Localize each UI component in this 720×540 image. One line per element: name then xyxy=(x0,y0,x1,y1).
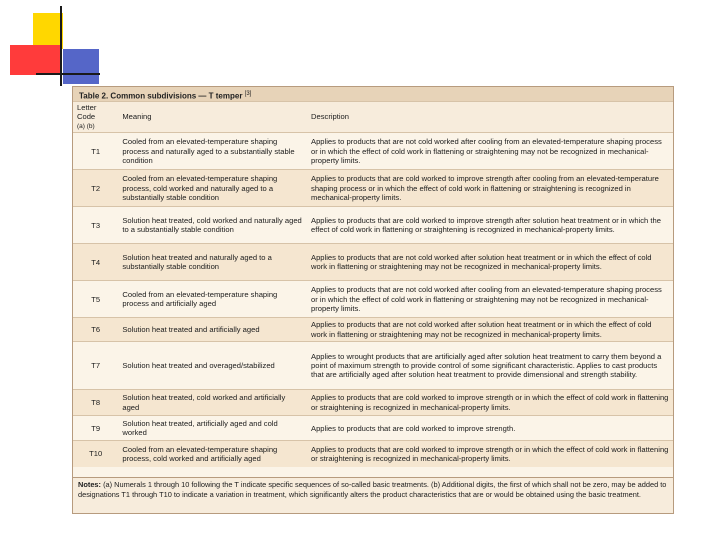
header-letter-code xyxy=(73,102,118,133)
decorative-yellow-square xyxy=(33,13,63,49)
row-code: T10 xyxy=(73,441,118,467)
table-title-bar xyxy=(73,87,673,101)
header-letter-code-label: Letter Code xyxy=(77,103,97,122)
row-code: T5 xyxy=(73,281,118,318)
decorative-blue-square xyxy=(63,49,99,84)
table-row xyxy=(73,342,673,390)
row-code: T9 xyxy=(73,416,118,441)
row-code: T1 xyxy=(73,133,118,170)
row-meaning: Solution heat treated, cold worked and artificially aged xyxy=(118,390,307,416)
row-code: T2 xyxy=(73,170,118,207)
row-description: Applies to products that are not cold worked after cooling from an elevated-temperature shaping process or in which the effect of cold work in flattening or straightening may not be recognized in mechanical-property limits. xyxy=(307,281,673,318)
row-meaning: Solution heat treated, cold worked and naturally aged to a substantially stable condition xyxy=(118,207,307,244)
table-row xyxy=(73,390,673,416)
header-letter-code-notes: (a) (b) xyxy=(77,122,95,130)
row-meaning: Cooled from an elevated-temperature shaping process, cold worked and naturally aged to a substantially stable condition xyxy=(118,170,307,207)
decorative-red-rectangle xyxy=(10,45,60,75)
notes-label: Notes: xyxy=(78,480,101,489)
row-meaning: Solution heat treated, artificially aged and cold worked xyxy=(118,416,307,441)
row-code: T4 xyxy=(73,244,118,281)
row-meaning: Solution heat treated and naturally aged to a substantially stable condition xyxy=(118,244,307,281)
table-row xyxy=(73,416,673,441)
row-meaning: Cooled from an elevated-temperature shaping process and naturally aged to a substantially stable condition xyxy=(118,133,307,170)
row-code: T8 xyxy=(73,390,118,416)
table-row xyxy=(73,207,673,244)
row-description: Applies to products that are not cold worked after solution heat treatment or in which the effect of cold work in flattening or straightening may not be recognized in mechanical-property limits. xyxy=(307,244,673,281)
row-description: Applies to products that are cold worked to improve strength or in which the effect of cold work in flattening or straightening is recognized in mechanical-property limits. xyxy=(307,390,673,416)
table-row xyxy=(73,441,673,467)
row-description: Applies to products that are not cold worked after solution heat treatment or in which the effect of cold work in flattening or straightening may not be recognized in mechanical-property limits. xyxy=(307,318,673,342)
table-title-reference: [3] xyxy=(244,91,252,97)
decorative-horizontal-line xyxy=(36,73,100,75)
row-description: Applies to products that are cold worked to improve strength after solution heat treatment or in which the effect of cold work in flattening or straightening is recognized in mechanical-property limits. xyxy=(307,207,673,244)
row-description: Applies to products that are not cold worked after cooling from an elevated-temperature shaping process or in which the effect of cold work in flattening or straightening may not be recognized in mechanical-property limits. xyxy=(307,133,673,170)
notes-text: (a) Numerals 1 through 10 following the T indicate specific sequences of so-called basic treatments. (b) Additional digits, the first of which shall not be zero, may be added to designations T1 through T10 to indicate a variation in treatment, which significantly alters the product characteristics that are or would be obtained using the basic treatment. xyxy=(78,480,667,499)
header-meaning: Meaning xyxy=(118,102,307,133)
table-notes xyxy=(73,477,673,513)
table-row xyxy=(73,281,673,318)
table-row xyxy=(73,244,673,281)
row-description: Applies to products that are cold worked to improve strength after cooling from an elevated-temperature shaping process or in which the effect of cold work in flattening or straightening is recognized in mechanical-property limits. xyxy=(307,170,673,207)
row-description: Applies to products that are cold worked to improve strength. xyxy=(307,416,673,441)
row-meaning: Solution heat treated and artificially aged xyxy=(118,318,307,342)
row-code: T3 xyxy=(73,207,118,244)
table-title: Table 2. Common subdivisions — T temper xyxy=(79,91,243,101)
table-header-row xyxy=(73,102,673,133)
header-description: Description xyxy=(307,102,673,133)
table-row xyxy=(73,318,673,342)
row-description: Applies to wrought products that are artificially aged after solution heat treatment to carry them beyond a point of maximum strength to provide control of some significant characteristic. Applies to cast products that are artificially aged after solution heat treatment to provide dimensional and strength stability. xyxy=(307,342,673,390)
temper-table-figure xyxy=(72,86,674,514)
row-meaning: Solution heat treated and overaged/stabilized xyxy=(118,342,307,390)
table-row xyxy=(73,170,673,207)
table-row xyxy=(73,133,673,170)
row-code: T6 xyxy=(73,318,118,342)
row-meaning: Cooled from an elevated-temperature shaping process, cold worked and artificially aged xyxy=(118,441,307,467)
row-description: Applies to products that are cold worked to improve strength or in which the effect of cold work in flattening or straightening is recognized in mechanical-property limits. xyxy=(307,441,673,467)
row-code: T7 xyxy=(73,342,118,390)
row-meaning: Cooled from an elevated-temperature shaping process and artificially aged xyxy=(118,281,307,318)
temper-table xyxy=(73,101,673,467)
